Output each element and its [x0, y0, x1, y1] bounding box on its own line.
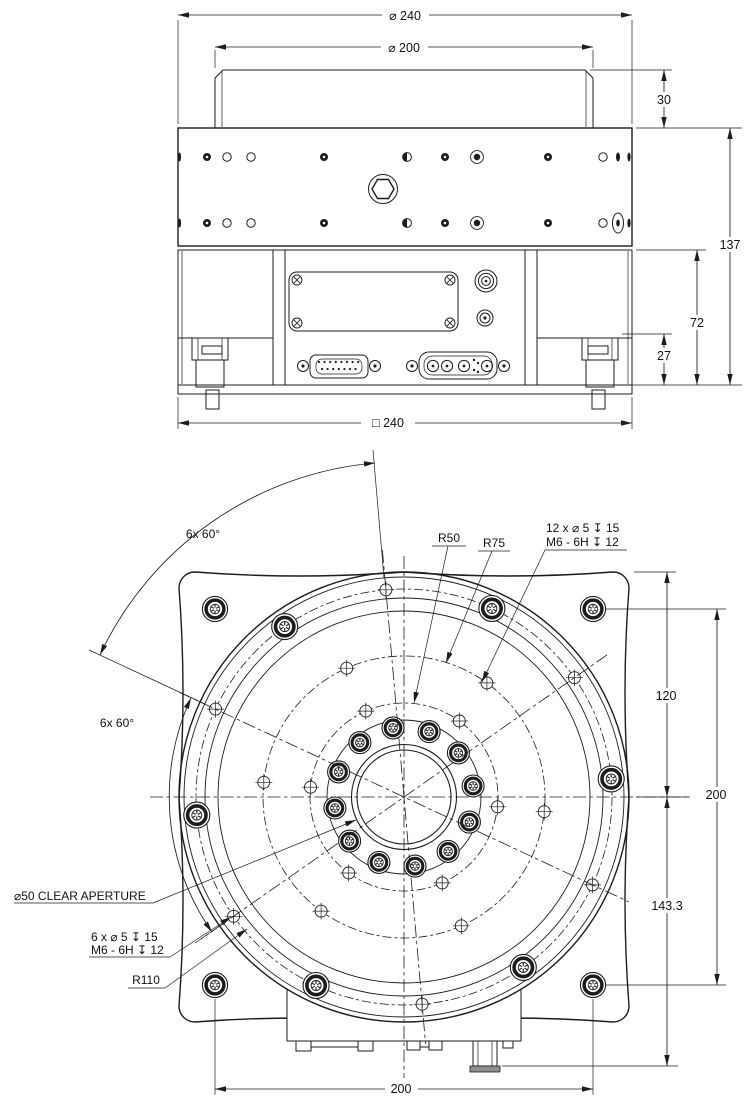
- label-6-holes-line2: M6 - 6H ↧ 12: [91, 943, 164, 957]
- dim-square-base: □ 240: [372, 416, 404, 430]
- threaded-hole: [313, 903, 330, 920]
- combo-connector: [407, 352, 510, 379]
- label-12-holes-line2: M6 - 6H ↧ 12: [546, 535, 619, 549]
- lower-body: [178, 250, 632, 385]
- threaded-hole: [340, 865, 357, 882]
- air-fitting: [470, 1041, 500, 1072]
- torx-screw: [328, 761, 350, 783]
- side-view: [178, 70, 632, 409]
- bottom-connectors: [296, 1041, 513, 1072]
- torx-screw: [202, 596, 227, 621]
- torx-screw: [303, 973, 329, 999]
- circular-connector-small: [477, 310, 493, 326]
- left-foot: [192, 338, 228, 409]
- plan-view: [150, 550, 690, 1078]
- label-r110: R110: [132, 973, 160, 987]
- mounting-hole-rows: [178, 151, 631, 233]
- dim-screw-spacing-bottom: 200: [390, 1082, 412, 1096]
- dim-top-to-center: 120: [655, 689, 677, 703]
- torx-screw: [510, 954, 536, 980]
- main-body: [178, 128, 632, 246]
- threaded-hole: [478, 674, 495, 691]
- label-r75: R75: [482, 536, 506, 550]
- base-plate: [178, 385, 632, 394]
- cover-plate: [289, 272, 458, 331]
- torx-screw: [404, 855, 426, 877]
- dim-screw-spacing-right: 200: [705, 788, 727, 802]
- dim-total-height: 137: [719, 238, 741, 252]
- torx-screw: [479, 596, 505, 622]
- torx-screw: [324, 797, 346, 819]
- label-angle-pattern-outer: 6x 60°: [185, 527, 221, 541]
- torx-screw: [202, 972, 227, 997]
- torx-screw: [382, 717, 404, 739]
- torx-screw: [339, 830, 361, 852]
- dimension-arrows: [98, 12, 733, 1091]
- text-backings: [361, 7, 749, 1096]
- threaded-hole: [302, 779, 319, 796]
- dsub-connector: [298, 355, 381, 378]
- threaded-hole: [489, 798, 506, 815]
- threaded-hole: [536, 803, 553, 820]
- threaded-hole: [434, 874, 451, 891]
- torx-screw: [458, 811, 480, 833]
- angle-arc-outer: [100, 463, 375, 655]
- label-12-holes-line1: 12 x ⌀ 5 ↧ 15: [546, 521, 620, 535]
- dim-lower-body-height: 72: [690, 316, 704, 330]
- torx-screw: [272, 614, 298, 640]
- torx-screw: [580, 596, 605, 621]
- threaded-hole: [338, 660, 355, 677]
- threaded-hole: [451, 713, 468, 730]
- torx-screw: [184, 802, 210, 828]
- dim-top-plate-height: 30: [657, 93, 671, 107]
- top-plate: [215, 70, 593, 128]
- threaded-hole: [255, 774, 272, 791]
- threaded-hole: [453, 917, 470, 934]
- dim-foot-height: 27: [657, 349, 671, 363]
- threaded-hole: [357, 703, 374, 720]
- torx-screw: [437, 840, 459, 862]
- dimension-lines: [100, 15, 730, 1089]
- label-6-holes-line1: 6 x ⌀ 5 ↧ 15: [91, 930, 158, 944]
- hex-plug: [369, 175, 398, 204]
- right-foot: [582, 338, 618, 409]
- torx-screw: [598, 766, 624, 792]
- dim-outer-diameter: ⌀ 240: [389, 9, 421, 23]
- label-r50: R50: [437, 531, 461, 545]
- torx-screw: [418, 721, 440, 743]
- label-clear-aperture: ⌀50 CLEAR APERTURE: [14, 889, 146, 903]
- circular-connector-large: [475, 270, 497, 292]
- label-angle-pattern-inner: 6x 60°: [99, 716, 135, 730]
- dim-center-to-bottom: 143.3: [651, 899, 683, 913]
- extension-lines: [89, 20, 742, 1095]
- torx-screw: [368, 851, 390, 873]
- torx-screw: [447, 742, 469, 764]
- threaded-hole: [566, 669, 583, 686]
- dimensions: [14, 7, 749, 1096]
- torx-screw: [580, 972, 605, 997]
- torx-screw: [462, 775, 484, 797]
- leader-lines: [14, 546, 627, 988]
- torx-screw: [349, 732, 371, 754]
- dim-top-plate-diameter: ⌀ 200: [388, 41, 420, 55]
